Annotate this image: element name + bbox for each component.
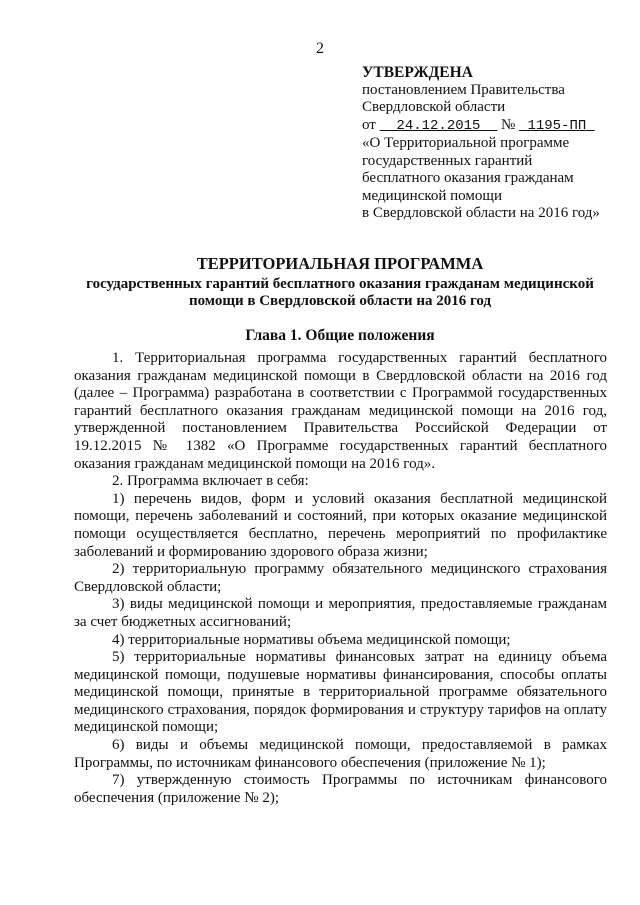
title-subtitle: государственных гарантий бесплатного оказания гражданам медицинской помощи в Свердловской области на 2016 год bbox=[86, 276, 594, 309]
approval-number: 1195-ПП bbox=[527, 117, 587, 134]
approval-block bbox=[362, 64, 612, 223]
approval-heading: УТВЕРЖДЕНА bbox=[362, 64, 473, 81]
approval-line-1: постановлением Правительства bbox=[362, 81, 565, 98]
paragraph-2: 2. Программа включает в себя: bbox=[112, 473, 309, 490]
body-text bbox=[74, 350, 607, 807]
document-title bbox=[75, 254, 605, 310]
list-item-7: 7) утвержденную стоимость Программы по источникам финансового обеспечения (приложение № 2); bbox=[74, 772, 607, 806]
list-item-6: 6) виды и объемы медицинской помощи, предоставляемой в рамках Программы, по источникам финансового обеспечения (приложение № 1); bbox=[74, 737, 607, 771]
approval-line-5: государственных гарантий bbox=[362, 152, 533, 169]
approval-line-4: «О Территориальной программе bbox=[362, 135, 570, 151]
list-item-1: 1) перечень видов, форм и условий оказания бесплатной медицинской помощи, перечень заболеваний и состояний, при которых оказание медицинской помощи осуществляется бесплатно, перечень мероприятий по профилактике заболеваний и формированию здорового образа жизни; bbox=[74, 490, 607, 560]
date-prefix: от bbox=[362, 116, 376, 133]
paragraph-1: 1. Территориальная программа государственных гарантий бесплатного оказания гражданам медицинской помощи в Свердловской области на 2016 год (далее – Программа) разработана в соответствии с Программой государственных гарантий бесплатного оказания гражданам медицинской помощи на 2016 год, утвержденной постановлением Правительства Российской Федерации от 19.12.2015 № 1382 «О Программе государственных гарантий бесплатного оказания гражданам медицинской помощи на 2016 год». bbox=[74, 350, 607, 472]
list-item-5: 5) территориальные нормативы финансовых затрат на единицу объема медицинской помощи, подушевые нормативы финансирования, способы оплаты медицинской помощи, принятые в территориальной программе обязательного медицинского страхования, порядок формирования и структуру тарифов на оплату медицинской помощи; bbox=[74, 649, 607, 736]
approval-line-7: медицинской помощи bbox=[362, 187, 502, 204]
approval-line-8: в Свердловской области на 2016 год» bbox=[362, 205, 600, 221]
list-item-2: 2) территориальную программу обязательного медицинского страхования Свердловской области; bbox=[74, 561, 607, 595]
approval-date-line bbox=[362, 117, 612, 136]
number-prefix: № bbox=[501, 116, 516, 133]
approval-line-6: бесплатного оказания гражданам bbox=[362, 170, 574, 186]
page-number: 2 bbox=[316, 40, 324, 57]
title-main: ТЕРРИТОРИАЛЬНАЯ ПРОГРАММА bbox=[196, 254, 484, 273]
list-item-4: 4) территориальные нормативы объема медицинской помощи; bbox=[112, 631, 511, 648]
list-item-3: 3) виды медицинской помощи и мероприятия, предоставляемые гражданам за счет бюджетных ассигнований; bbox=[74, 596, 607, 630]
chapter-heading: Глава 1. Общие положения bbox=[245, 327, 435, 344]
approval-date: 24.12.2015 bbox=[396, 117, 481, 134]
approval-line-2: Свердловской области bbox=[362, 99, 506, 115]
